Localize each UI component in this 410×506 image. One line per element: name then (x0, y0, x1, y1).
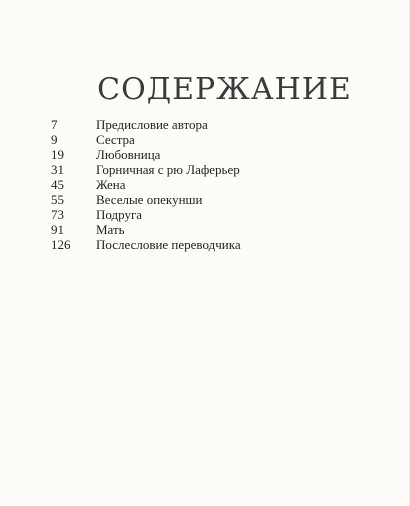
toc-entry (51, 162, 371, 177)
toc-page-number: 55 (51, 192, 64, 207)
toc-entry-title: Подруга (96, 207, 143, 222)
toc-entry (51, 177, 371, 192)
toc-entry-title: Мать (96, 222, 125, 237)
toc-entry-title: Горничная с рю Лаферьер (96, 162, 240, 177)
toc-entry (51, 207, 371, 222)
toc-entry-title: Сестра (96, 132, 135, 147)
toc-entry (51, 132, 371, 147)
toc-page-number: 91 (51, 222, 64, 237)
toc-page-number: 9 (51, 132, 58, 147)
toc-entry-title: Послесловие переводчика (96, 237, 241, 252)
toc-page-number: 31 (51, 162, 64, 177)
toc-entry-title: Предисловие автора (96, 117, 208, 132)
page-title: СОДЕРЖАНИЕ (97, 72, 352, 108)
toc-entry (51, 192, 371, 207)
toc-page-number: 19 (51, 147, 64, 162)
toc-page-number: 126 (51, 237, 71, 252)
toc-page-number: 45 (51, 177, 64, 192)
toc-entry (51, 147, 371, 162)
toc-entry (51, 117, 371, 132)
toc-entry (51, 222, 371, 237)
toc-entry-title: Любовница (96, 147, 161, 162)
toc-entry-title: Веселые опекунши (96, 192, 203, 207)
table-of-contents (51, 117, 371, 252)
toc-page-number: 73 (51, 207, 64, 222)
toc-page-number: 7 (51, 117, 58, 132)
toc-entry (51, 237, 371, 252)
toc-entry-title: Жена (96, 177, 126, 192)
